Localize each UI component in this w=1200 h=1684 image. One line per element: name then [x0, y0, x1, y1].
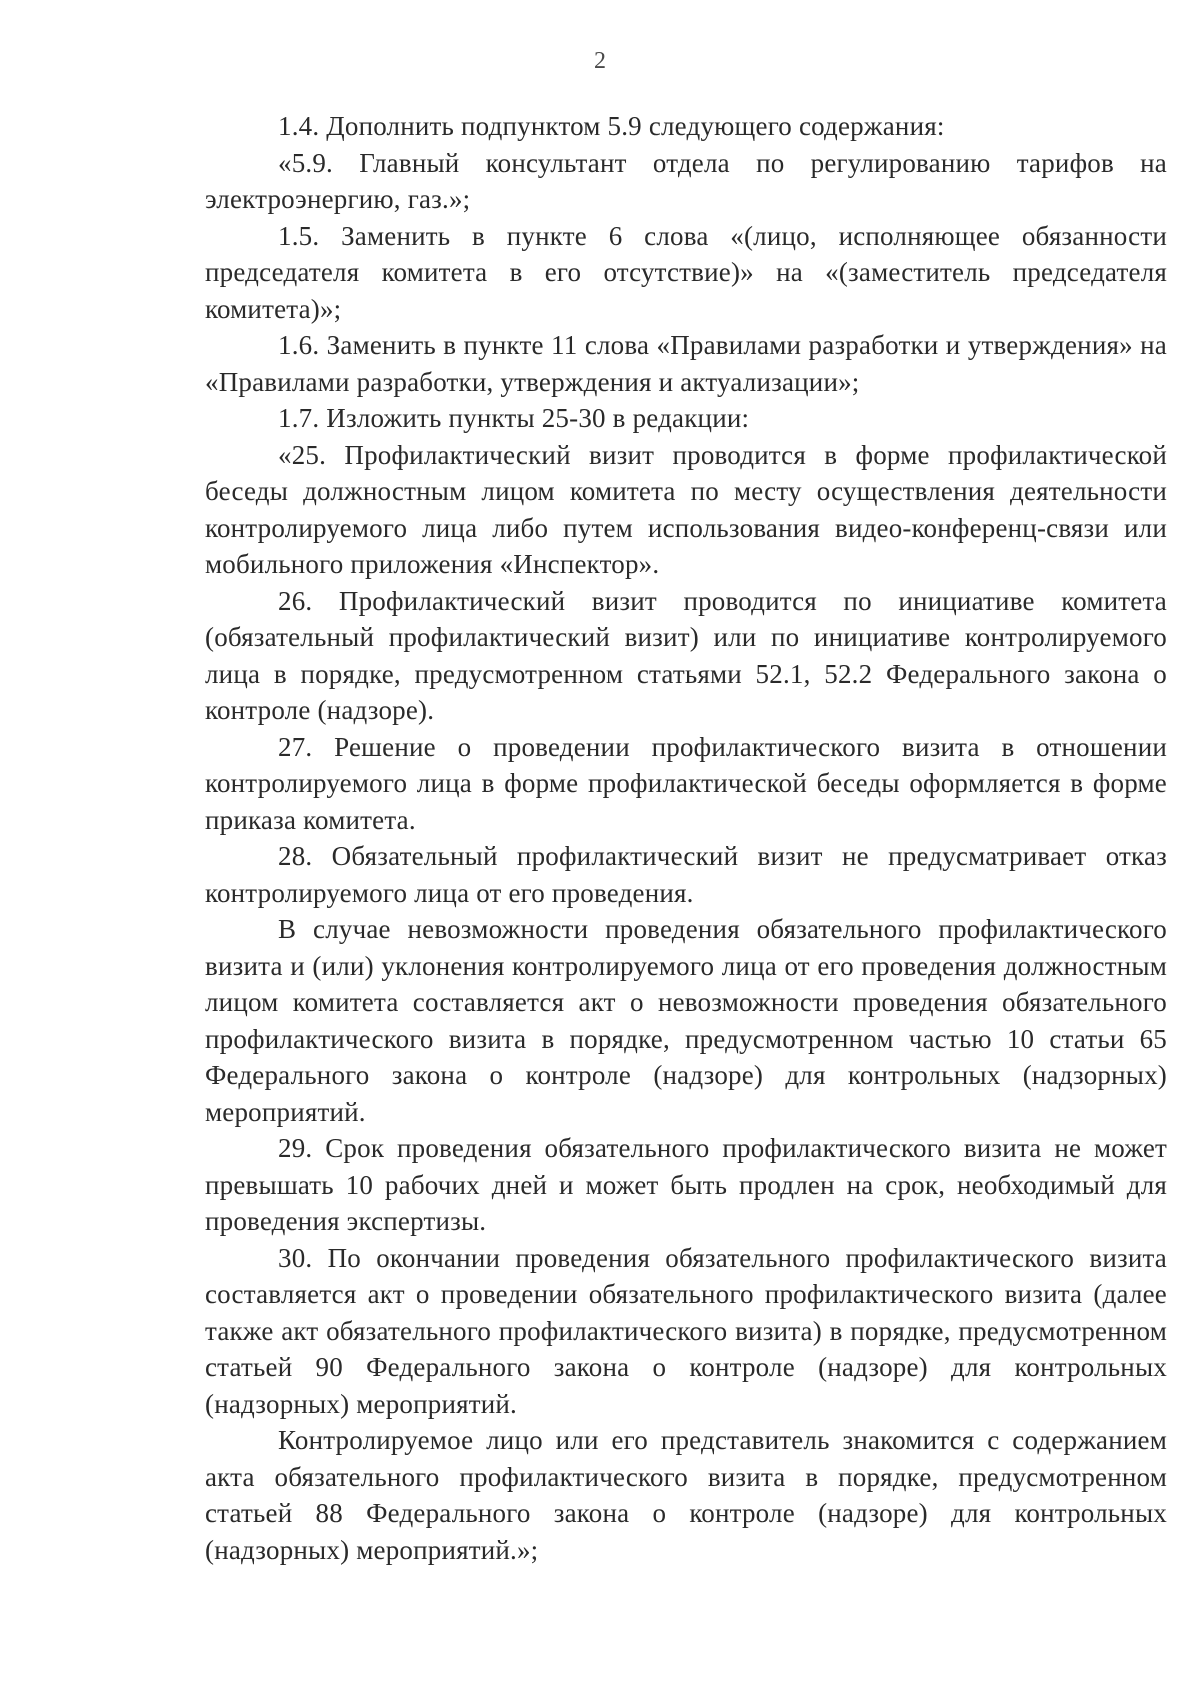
paragraph-26: 26. Профилактический визит проводится по инициативе комитета (обязательный профилактический визит) или по инициативе контролируемого лица в порядке, предусмотренном статьями 52.1, 52.2 Федерального закона о контроле (надзоре).	[205, 585, 1167, 725]
paragraph-29: 29. Срок проведения обязательного профилактического визита не может превышать 10 рабочих дней и может быть продлен на срок, необходимый для проведения экспертизы.	[205, 1133, 1167, 1236]
paragraph-28-case: В случае невозможности проведения обязательного профилактического визита и (или) уклонения контролируемого лица от его проведения должностным лицом комитета составляется акт о невозможности проведения обязательного профилактического визита в порядке, предусмотренном частью 10 статьи 65 Федерального закона о контроле (надзоре) для контрольных (надзорных) мероприятий.	[205, 914, 1167, 1127]
paragraph-30-familiarization: Контролируемое лицо или его представитель знакомится с содержанием акта обязательного профилактического визита в порядке, предусмотренном статьей 88 Федерального закона о контроле (надзоре) для контрольных (надзорных) мероприятий.»;	[205, 1425, 1167, 1565]
paragraph-28: 28. Обязательный профилактический визит не предусматривает отказ контролируемого лица от его проведения.	[205, 841, 1167, 908]
paragraph-27: 27. Решение о проведении профилактического визита в отношении контролируемого лица в форме профилактической беседы оформляется в форме приказа комитета.	[205, 731, 1167, 835]
paragraph-1-7: 1.7. Изложить пункты 25-30 в редакции:	[278, 403, 750, 433]
paragraph-1-4: 1.4. Дополнить подпунктом 5.9 следующего содержания:	[278, 111, 945, 141]
paragraph-1-5: 1.5. Заменить в пункте 6 слова «(лицо, исполняющее обязанности председателя комитета в его отсутствие)» на «(заместитель председателя комитета)»;	[205, 220, 1167, 324]
paragraph-1-6: 1.6. Заменить в пункте 11 слова «Правилами разработки и утверждения» на «Правилами разработки, утверждения и актуализации»;	[205, 330, 1167, 397]
document-body	[205, 108, 1167, 1568]
paragraph-30: 30. По окончании проведения обязательного профилактического визита составляется акт о проведении обязательного профилактического визита (далее также акт обязательного профилактического визита) в порядке, предусмотренном статьей 90 Федерального закона о контроле (надзоре) для контрольных (надзорных) мероприятий.	[205, 1242, 1167, 1419]
paragraph-5-9: «5.9. Главный консультант отдела по регулированию тарифов на электроэнергию, газ.»;	[205, 147, 1167, 214]
paragraph-25: «25. Профилактический визит проводится в форме профилактической беседы должностным лицом комитета по месту осуществления деятельности контролируемого лица либо путем использования видео-конференц-связи или мобильного приложения «Инспектор».	[205, 439, 1167, 579]
page-number: 2	[594, 48, 606, 74]
